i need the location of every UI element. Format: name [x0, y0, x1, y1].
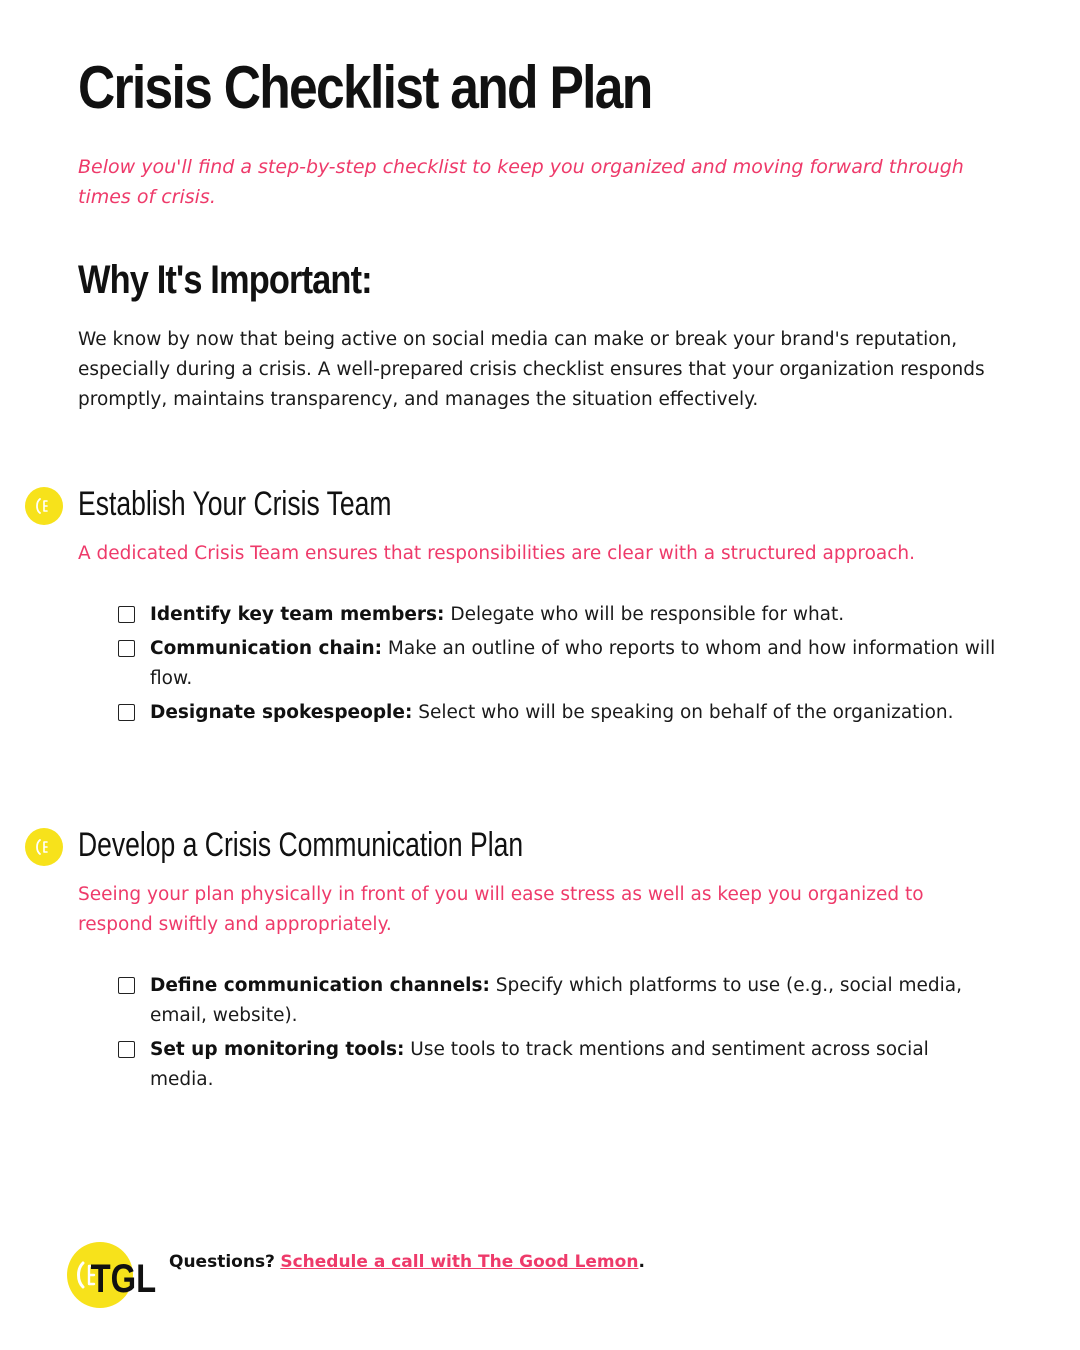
item-text: Select who will be speaking on behalf of the organization.	[418, 702, 954, 723]
why-body: We know by now that being active on social media can make or break your brand's reputation, especially during a crisis. A well-prepared crisis checklist ensures that your organization responds promptly, maintains transparency, and manages the situation effectively.	[78, 329, 985, 410]
footer-period: .	[638, 1252, 645, 1272]
item-term: Communication chain:	[150, 638, 383, 659]
checkbox[interactable]	[118, 977, 135, 994]
page-title: Crisis Checklist and Plan	[78, 54, 652, 121]
footer-text	[169, 1250, 645, 1274]
logo-text: TGL	[90, 1255, 157, 1301]
item-text: Make an outline of who reports to whom and how information will flow.	[150, 638, 996, 689]
checkbox[interactable]	[118, 1041, 135, 1058]
checklist-item	[118, 698, 998, 728]
tgl-logo	[66, 1238, 166, 1312]
item-text: Specify which platforms to use (e.g., social media, email, website).	[150, 975, 962, 1026]
checklist-item	[118, 600, 998, 630]
checklist	[118, 600, 998, 732]
section-title: Develop a Crisis Communication Plan	[78, 826, 524, 864]
section-description: A dedicated Crisis Team ensures that responsibilities are clear with a structured approach.	[78, 543, 916, 564]
checklist-item	[118, 971, 998, 1031]
lemon-icon	[25, 487, 63, 525]
item-text: Delegate who will be responsible for what.	[450, 604, 845, 625]
lemon-icon	[25, 828, 63, 866]
checklist-item	[118, 1035, 998, 1095]
item-text: Use tools to track mentions and sentiment across social media.	[150, 1039, 929, 1090]
checklist	[118, 971, 998, 1099]
schedule-call-link[interactable]: Schedule a call with The Good Lemon	[280, 1252, 639, 1272]
item-term: Designate spokespeople:	[150, 702, 413, 723]
checkbox[interactable]	[118, 640, 135, 657]
footer-question: Questions?	[169, 1252, 275, 1272]
section-title: Establish Your Crisis Team	[78, 485, 392, 523]
item-term: Identify key team members:	[150, 604, 445, 625]
checklist-item	[118, 634, 998, 694]
section-description: Seeing your plan physically in front of you will ease stress as well as keep you organized to respond swiftly and appropriately.	[78, 884, 924, 935]
item-term: Define communication channels:	[150, 975, 490, 996]
checkbox[interactable]	[118, 704, 135, 721]
footer	[66, 1238, 766, 1312]
item-term: Set up monitoring tools:	[150, 1039, 405, 1060]
checkbox[interactable]	[118, 606, 135, 623]
why-heading: Why It's Important:	[78, 258, 372, 302]
intro-text: Below you'll find a step-by-step checklist to keep you organized and moving forward through times of crisis.	[78, 156, 964, 208]
